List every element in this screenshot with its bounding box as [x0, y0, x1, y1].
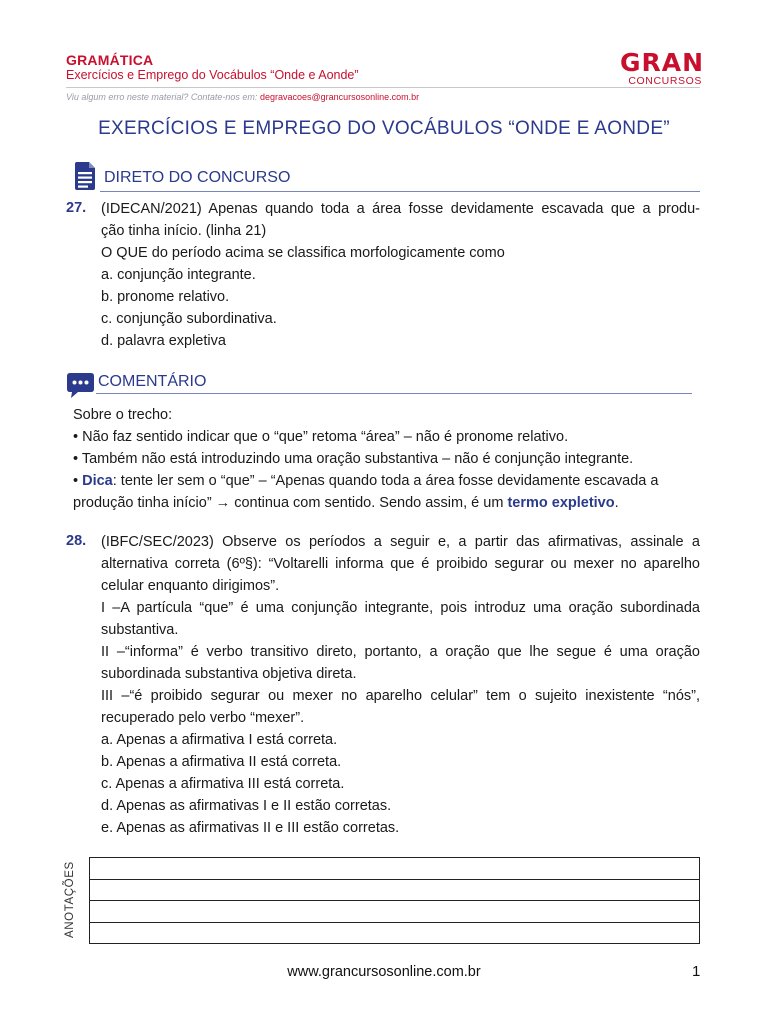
error-report-note [66, 92, 419, 102]
comment-bullet-2: • Também não está introduzindo uma oração substantiva – não é conjunção integrante. [73, 451, 634, 467]
subject-title: GRAMÁTICA [66, 52, 154, 68]
page-number: 1 [692, 963, 701, 980]
notes-label: ANOTAÇÕES [64, 861, 76, 938]
q28-line-9: recuperado pelo verbo “mexer”. [101, 710, 305, 726]
q27-option-d: d. palavra expletiva [101, 333, 226, 349]
error-email-link[interactable]: degravacoes@grancursosonline.com.br [259, 92, 420, 102]
q28-line-4: I –A partícula “que” é uma conjunção integrante, pois introduz uma oração subordinada [101, 600, 700, 616]
q28-line-3: celular enquanto dirigimos”. [101, 578, 280, 594]
q27-option-c: c. conjunção subordinativa. [101, 311, 277, 327]
bullet-prefix: • [73, 473, 83, 489]
termo-expletivo: termo expletivo [507, 495, 615, 511]
comment-bullet-3-line-1 [73, 470, 658, 492]
section-divider-direto [100, 191, 700, 192]
question-number-28: 28. [66, 533, 87, 549]
dica-text: : tente ler sem o “que” – “Apenas quando toda a área fosse devidamente escavada a [112, 473, 659, 489]
logo-sub-text: CONCURSOS [628, 75, 702, 87]
section-title-direto: DIRETO DO CONCURSO [104, 169, 291, 186]
q27-option-b: b. pronome relativo. [101, 289, 230, 305]
q28-line-1: (IBFC/SEC/2023) Observe os períodos a seguir e, a partir das afirmativas, assinale a [101, 534, 700, 550]
header-divider [66, 87, 700, 88]
gran-logo[interactable] [620, 48, 705, 88]
document-icon [73, 161, 97, 191]
q27-stem-line-1: (IDECAN/2021) Apenas quando toda a área fosse devidamente escavada que a produ- [101, 201, 700, 217]
question-number-27: 27. [66, 200, 87, 216]
error-note-text: Viu algum erro neste material? Contate-nos em: [66, 92, 260, 102]
q28-option-e: e. Apenas as afirmativas II e III estão corretas. [101, 820, 400, 836]
notes-row[interactable] [90, 923, 699, 945]
footer-url[interactable]: www.grancursosonline.com.br [287, 964, 481, 980]
topic-subtitle: Exercícios e Emprego do Vocábulos “Onde e Aonde” [66, 68, 359, 82]
q28-line-7: subordinada substantiva objetiva direta. [101, 666, 357, 682]
comment-bullet-3-line-2 [73, 492, 619, 514]
notes-row[interactable] [90, 880, 699, 902]
comment-bullet-1: • Não faz sentido indicar que o “que” retoma “área” – não é pronome relativo. [73, 429, 569, 445]
page-title: EXERCÍCIOS E EMPREGO DO VOCÁBULOS “ONDE E AONDE” [98, 118, 670, 139]
notes-row[interactable] [90, 858, 699, 880]
section-title-comentario: COMENTÁRIO [98, 373, 207, 390]
q28-line-6: II –“informa” é verbo transitivo direto, portanto, a oração que lhe segue é uma oração [101, 644, 700, 660]
notes-row[interactable] [90, 901, 699, 923]
notes-box[interactable] [89, 857, 700, 944]
q27-prompt: O QUE do período acima se classifica morfologicamente como [101, 245, 505, 261]
q28-option-d: d. Apenas as afirmativas I e II estão corretas. [101, 798, 392, 814]
dica-end: . [614, 495, 619, 511]
dica-text-cont: produção tinha início” → continua com sentido. Sendo assim, é um [73, 495, 508, 511]
comment-intro: Sobre o trecho: [73, 407, 173, 423]
q27-option-a: a. conjunção integrante. [101, 267, 256, 283]
dica-label: Dica [82, 473, 113, 489]
q28-option-a: a. Apenas a afirmativa I está correta. [101, 732, 338, 748]
section-divider-comentario [96, 393, 692, 394]
q28-line-5: substantiva. [101, 622, 179, 638]
q28-line-8: III –“é proibido segurar ou mexer no aparelho celular” tem o sujeito inexistente “nós”, [101, 688, 700, 704]
q28-line-2: alternativa correta (6º§): “Voltarelli informa que é proibido segurar ou mexer no aparelho [101, 556, 700, 572]
q28-option-c: c. Apenas a afirmativa III está correta. [101, 776, 345, 792]
chat-bubble-icon [66, 372, 95, 399]
q28-option-b: b. Apenas a afirmativa II está correta. [101, 754, 342, 770]
logo-main-text: GRAN [620, 48, 705, 77]
q27-stem-line-2: ção tinha início. (linha 21) [101, 223, 267, 239]
